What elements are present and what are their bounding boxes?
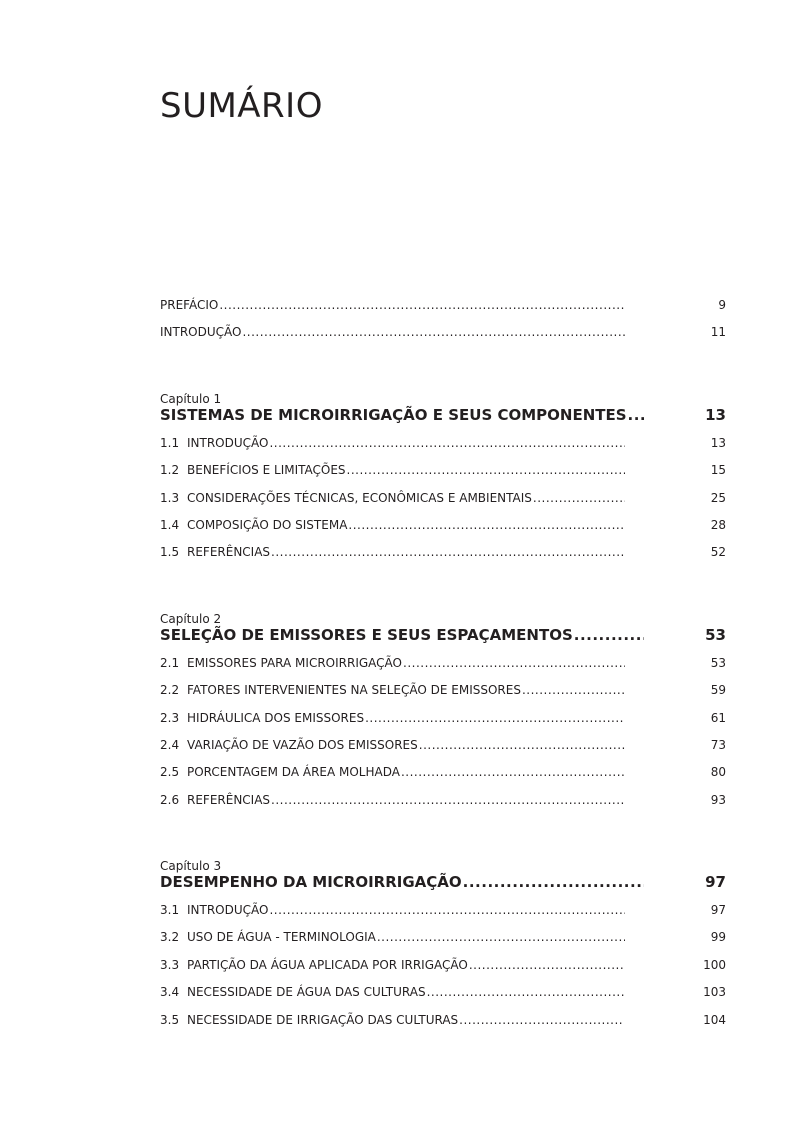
section-number: 2.6: [160, 792, 180, 807]
leader-dots: [469, 958, 624, 972]
leader-dots: [365, 711, 625, 725]
section-page: 53: [710, 655, 726, 670]
leader-dots: [459, 1013, 624, 1027]
toc-entry-label: PREFÁCIO: [160, 298, 219, 312]
table-of-contents: [160, 298, 726, 1040]
toc-section-entry[interactable]: [160, 738, 726, 765]
section-number: 3.2: [160, 930, 180, 945]
toc-section-entry[interactable]: [160, 683, 726, 710]
chapter-page: 97: [705, 873, 726, 892]
chapter-title: SISTEMAS DE MICROIRRIGAÇÃO E SEUS COMPONENTES: [160, 405, 627, 424]
toc-entry-introducao[interactable]: [160, 325, 726, 352]
leader-dots: [403, 656, 625, 670]
leader-dots: [271, 793, 625, 807]
toc-entry-page: 9: [718, 298, 726, 312]
section-page: 28: [710, 517, 726, 532]
section-label: NECESSIDADE DE IRRIGAÇÃO DAS CULTURAS: [187, 1012, 459, 1027]
leader-dots: [269, 436, 625, 450]
section-number: 1.1: [160, 435, 180, 450]
leader-dots: [574, 626, 644, 644]
section-number: 3.4: [160, 985, 180, 1000]
chapter-page: 53: [705, 625, 726, 644]
section-page: 52: [710, 545, 726, 560]
toc-section-entry[interactable]: [160, 545, 726, 572]
section-label: HIDRÁULICA DOS EMISSORES: [187, 710, 365, 725]
toc-section-entry[interactable]: [160, 1013, 726, 1040]
leader-dots: [533, 491, 625, 505]
section-page: 103: [703, 985, 726, 1000]
toc-entry-label: INTRODUÇÃO: [160, 325, 242, 340]
section-label: REFERÊNCIAS: [187, 792, 271, 807]
toc-section-entry[interactable]: [160, 436, 726, 463]
section-number: 2.1: [160, 655, 180, 670]
section-label: VARIAÇÃO DE VAZÃO DOS EMISSORES: [187, 737, 418, 752]
section-page: 25: [710, 490, 726, 505]
leader-dots: [463, 873, 644, 891]
section-label: BENEFÍCIOS E LIMITAÇÕES: [187, 463, 346, 478]
chapter-entry[interactable]: [160, 626, 726, 656]
toc-entry-prefacio[interactable]: [160, 298, 726, 325]
section-label: EMISSORES PARA MICROIRRIGAÇÃO: [187, 655, 402, 670]
section-number: 1.3: [160, 490, 180, 505]
leader-dots: [269, 903, 625, 917]
leader-dots: [628, 406, 644, 424]
section-number: 2.4: [160, 737, 180, 752]
toc-entry-page: 11: [710, 325, 726, 340]
toc-section-entry[interactable]: [160, 463, 726, 490]
toc-section-entry[interactable]: [160, 985, 726, 1012]
section-number: 3.3: [160, 957, 180, 972]
leader-dots: [419, 738, 625, 752]
section-page: 104: [703, 1012, 726, 1027]
section-number: 1.2: [160, 463, 180, 478]
section-number: 3.5: [160, 1012, 180, 1027]
leader-dots: [242, 325, 625, 339]
section-page: 13: [710, 435, 726, 450]
toc-section-entry[interactable]: [160, 793, 726, 820]
page-title: SUMÁRIO: [160, 86, 323, 126]
leader-dots: [427, 985, 625, 999]
section-page: 15: [710, 463, 726, 478]
section-page: 80: [710, 765, 726, 780]
section-label: INTRODUÇÃO: [187, 903, 269, 918]
chapter-entry[interactable]: [160, 873, 726, 903]
section-label: REFERÊNCIAS: [187, 545, 271, 560]
section-page: 93: [710, 792, 726, 807]
toc-section-entry[interactable]: [160, 903, 726, 930]
section-number: 3.1: [160, 903, 180, 918]
leader-dots: [348, 518, 625, 532]
section-number: 1.5: [160, 545, 180, 560]
section-number: 2.3: [160, 710, 180, 725]
section-page: 73: [710, 737, 726, 752]
leader-dots: [377, 930, 625, 944]
toc-section-entry[interactable]: [160, 711, 726, 738]
chapter-label: Capítulo 1: [160, 391, 222, 406]
section-number: 1.4: [160, 517, 180, 532]
section-label: NECESSIDADE DE ÁGUA DAS CULTURAS: [187, 985, 426, 1000]
section-number: 2.2: [160, 683, 180, 698]
leader-dots: [401, 765, 625, 779]
toc-section-entry[interactable]: [160, 765, 726, 792]
toc-section-entry[interactable]: [160, 656, 726, 683]
section-page: 100: [703, 957, 726, 972]
section-page: 97: [710, 903, 726, 918]
section-page: 99: [710, 930, 726, 945]
section-label: COMPOSIÇÃO DO SISTEMA: [187, 517, 348, 532]
chapter-entry[interactable]: [160, 406, 726, 436]
chapter-label: Capítulo 2: [160, 611, 222, 626]
leader-dots: [219, 298, 625, 312]
section-page: 59: [710, 683, 726, 698]
section-label: USO DE ÁGUA - TERMINOLOGIA: [187, 930, 376, 945]
toc-section-entry[interactable]: [160, 930, 726, 957]
chapter-title: SELEÇÃO DE EMISSORES E SEUS ESPAÇAMENTOS: [160, 625, 573, 644]
chapter-label: Capítulo 3: [160, 859, 222, 874]
section-label: PARTIÇÃO DA ÁGUA APLICADA POR IRRIGAÇÃO: [187, 957, 468, 972]
toc-section-entry[interactable]: [160, 518, 726, 545]
section-label: FATORES INTERVENIENTES NA SELEÇÃO DE EMISSORES: [187, 683, 521, 698]
leader-dots: [347, 463, 625, 477]
chapter-page: 13: [705, 405, 726, 424]
leader-dots: [522, 683, 625, 697]
toc-section-entry[interactable]: [160, 958, 726, 985]
chapter-title: DESEMPENHO DA MICROIRRIGAÇÃO: [160, 873, 462, 892]
section-label: INTRODUÇÃO: [187, 435, 269, 450]
section-page: 61: [710, 710, 726, 725]
section-number: 2.5: [160, 765, 180, 780]
section-label: CONSIDERAÇÕES TÉCNICAS, ECONÔMICAS E AMBIENTAIS: [187, 490, 532, 505]
section-label: PORCENTAGEM DA ÁREA MOLHADA: [187, 765, 400, 780]
leader-dots: [271, 545, 625, 559]
toc-section-entry[interactable]: [160, 491, 726, 518]
